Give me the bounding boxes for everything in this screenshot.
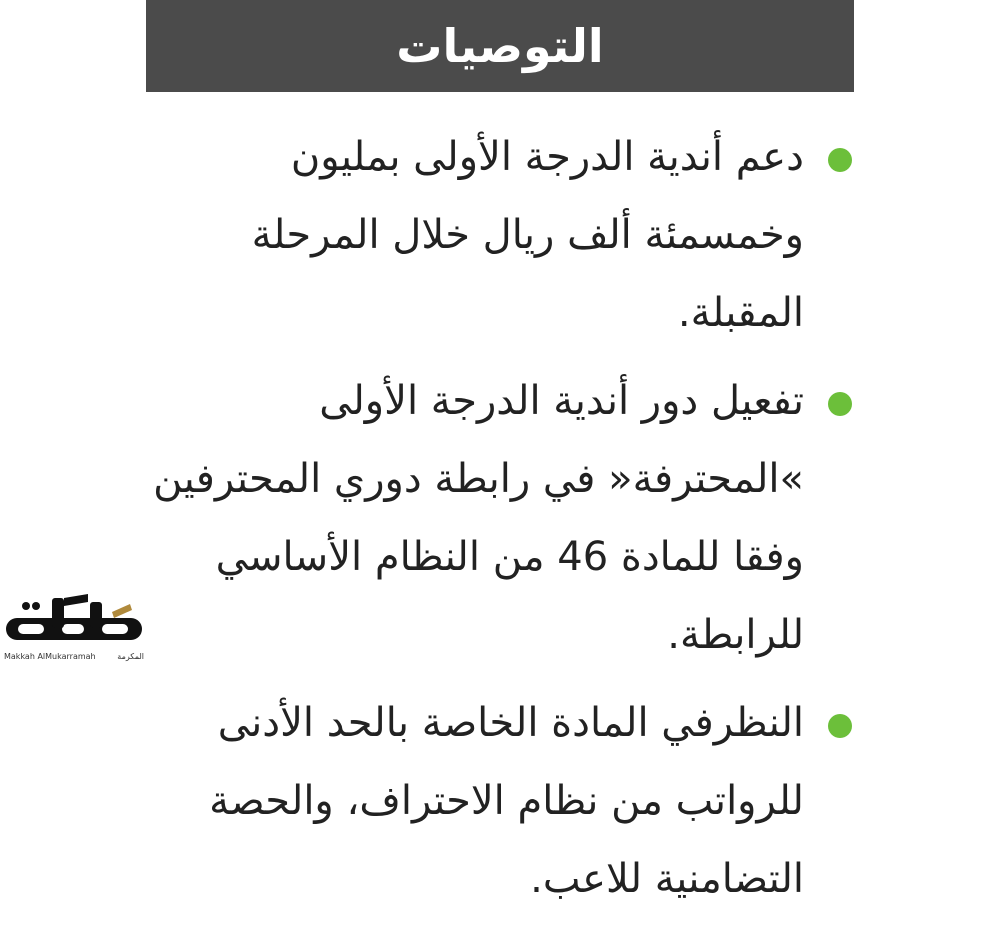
green-bullet-icon bbox=[828, 148, 852, 172]
green-bullet-icon bbox=[828, 714, 852, 738]
recommendation-text: النظرفي المادة الخاصة بالحد الأدنى للرواتب من نظام الاحتراف، والحصة التضامنية للاعب. bbox=[209, 700, 804, 902]
makkah-wordmark-icon bbox=[4, 590, 144, 650]
list-item bbox=[140, 362, 860, 674]
makkah-logo bbox=[4, 590, 144, 665]
page-title: التوصيات bbox=[396, 19, 604, 73]
logo-caption-ar: المكرمة bbox=[117, 652, 144, 661]
logo-caption bbox=[4, 652, 144, 661]
header-bar bbox=[146, 0, 854, 92]
recommendations-list bbox=[140, 118, 860, 928]
recommendation-text: تفعيل دور أندية الدرجة الأولى »المحترفة« في رابطة دوري المحترفين وفقا للمادة 46 من النظام الأساسي للرابطة. bbox=[153, 378, 804, 658]
list-item bbox=[140, 684, 860, 918]
green-bullet-icon bbox=[828, 392, 852, 416]
recommendation-text: دعم أندية الدرجة الأولى بمليون وخمسمئة ألف ريال خلال المرحلة المقبلة. bbox=[251, 134, 804, 336]
list-item bbox=[140, 118, 860, 352]
logo-caption-en: Makkah AlMukarramah bbox=[4, 652, 96, 661]
